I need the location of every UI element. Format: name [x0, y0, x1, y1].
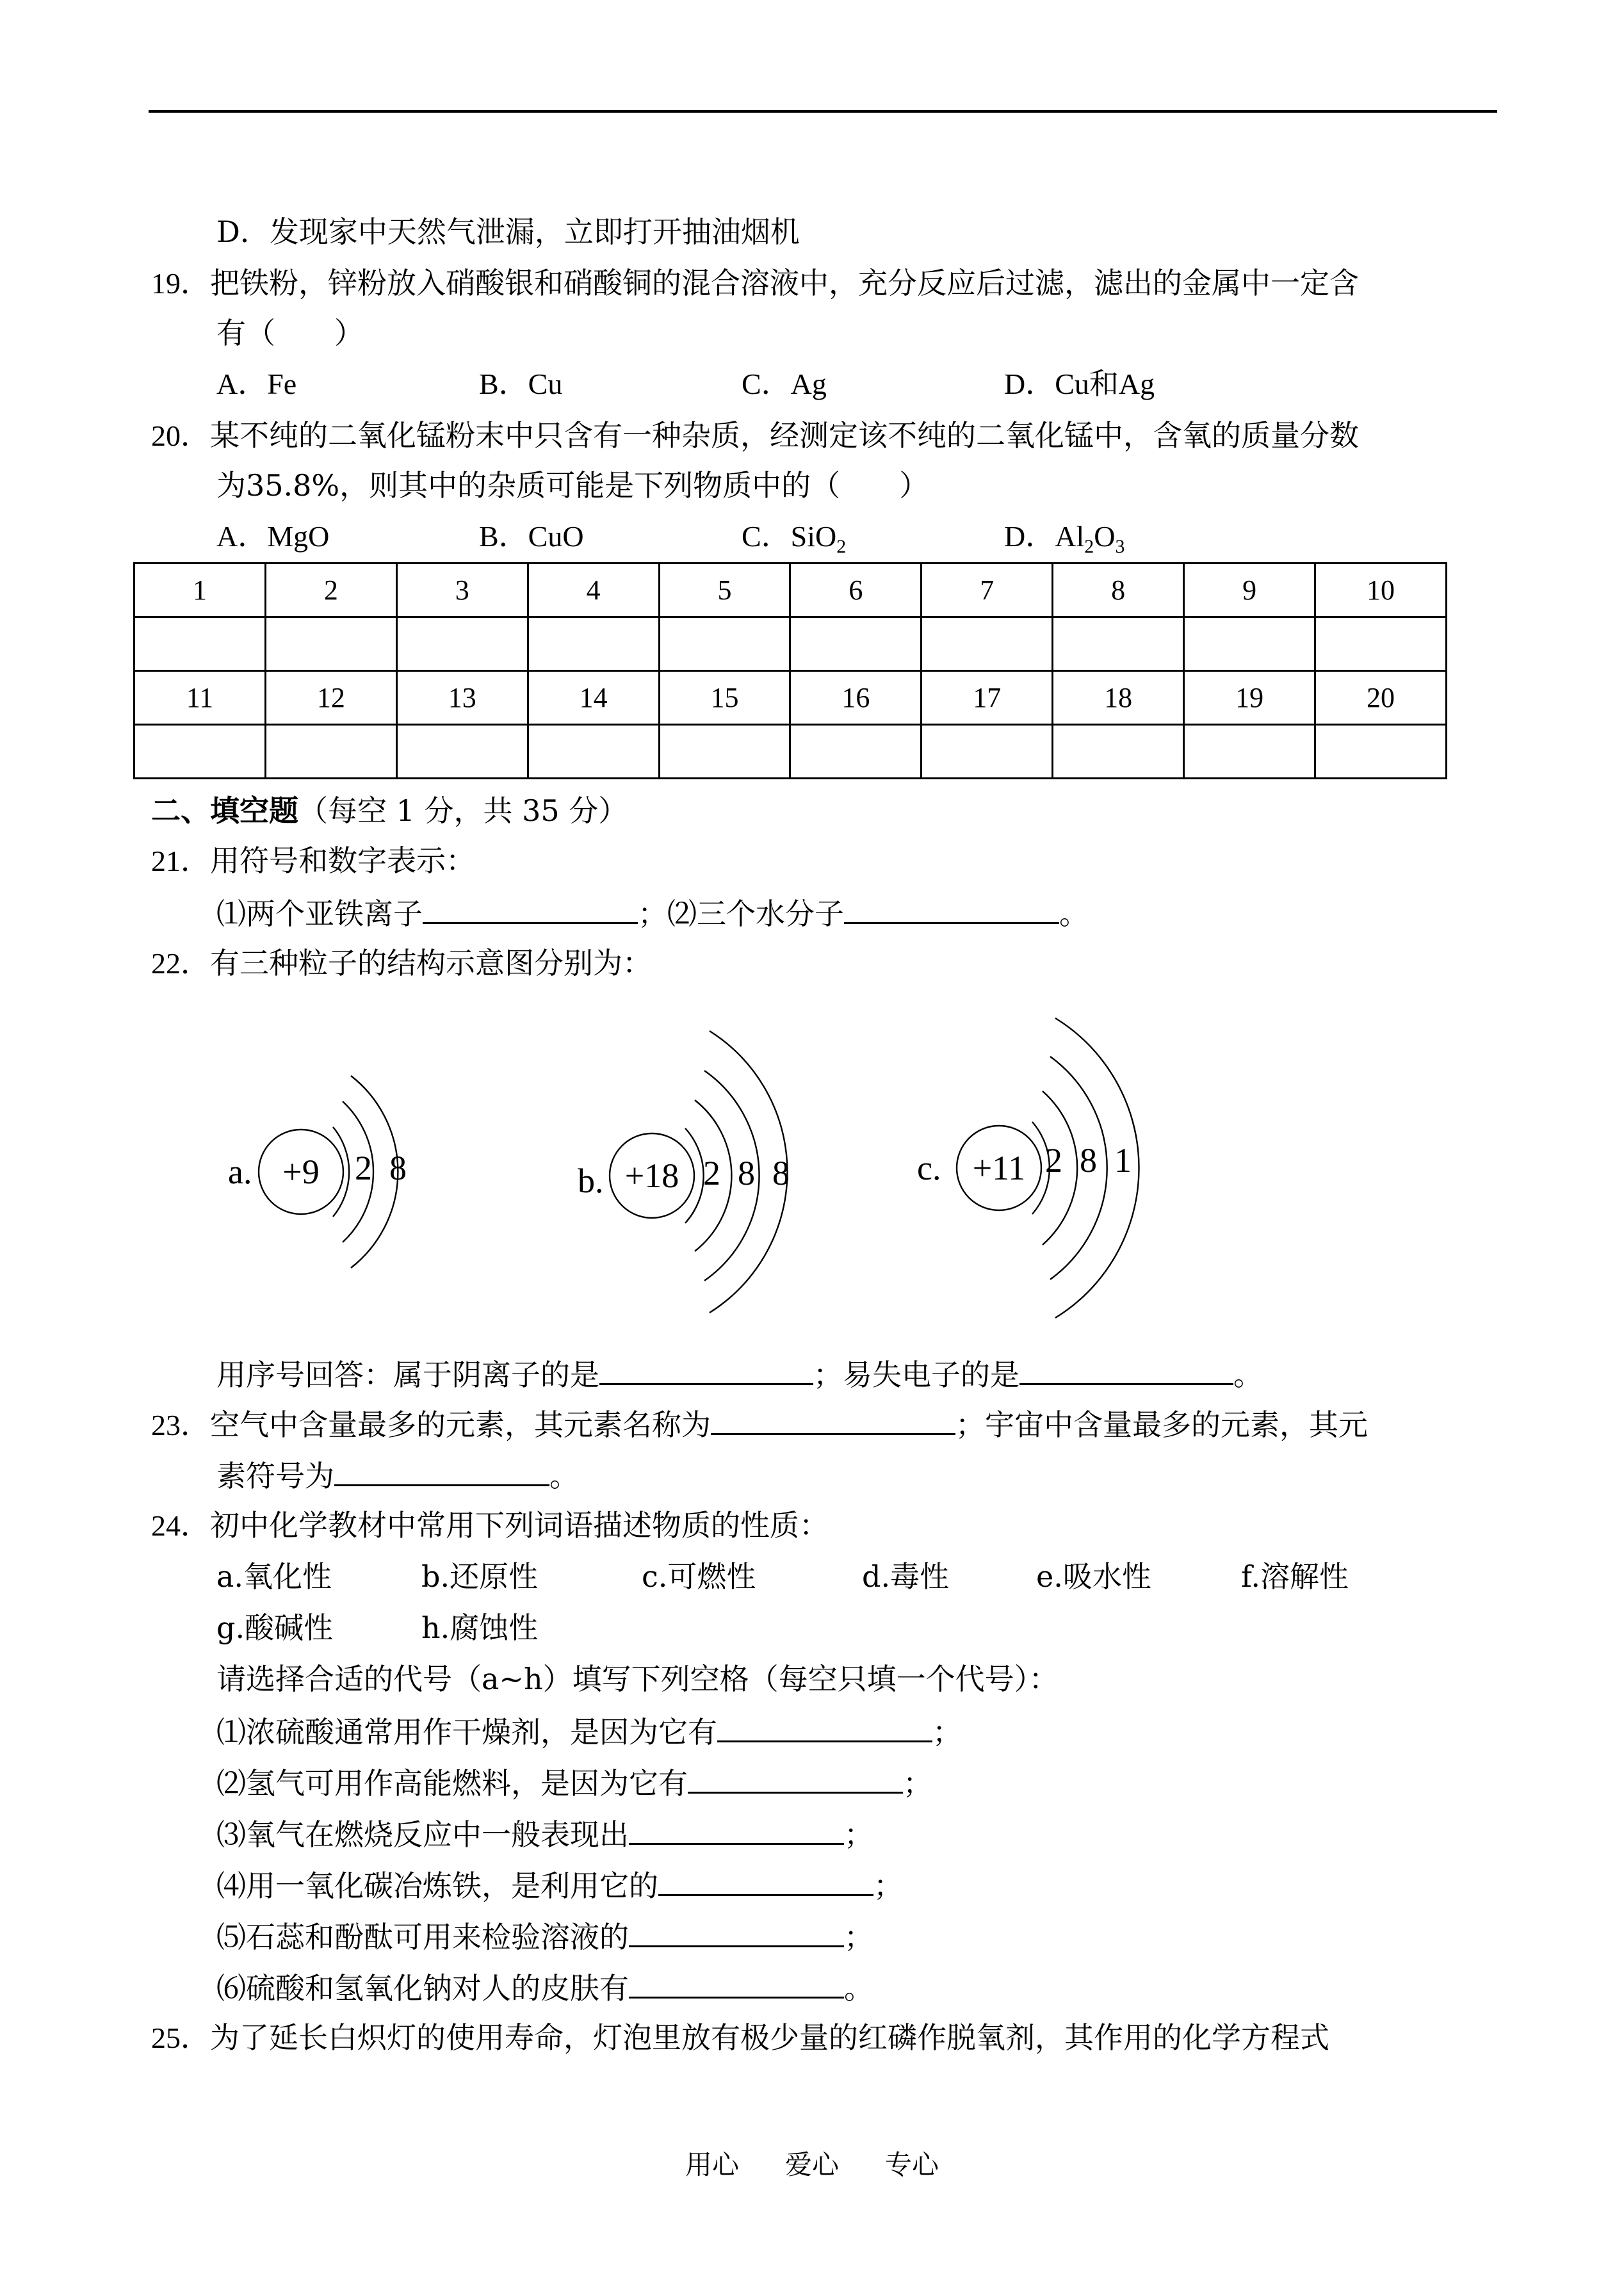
answer-table-header-row [134, 564, 1447, 617]
fill-blank[interactable] [688, 1762, 903, 1794]
q23-stem: 23．空气中含量最多的元素，其元素名称为 ；宇宙中含量最多的元素，其元 [151, 1404, 1368, 1445]
q24-item: ⑴浓硫酸通常用作干燥剂，是因为它有 ； [216, 1711, 962, 1751]
property-option: h.腐蚀性 [421, 1610, 539, 1645]
q19-option-c: C．Ag [742, 368, 827, 400]
q20-option-d: D．$Al_2O_3$ [1004, 520, 1125, 558]
table-cell: 20 [1315, 671, 1447, 725]
q23-stem-line2: 素符号为 。 [216, 1455, 579, 1495]
q19-option-a: A．Fe [216, 368, 297, 400]
fill-blank[interactable] [629, 1813, 844, 1845]
fill-blank[interactable] [334, 1455, 549, 1486]
q22-stem: 22．有三种粒子的结构示意图分别为： [151, 944, 652, 983]
table-cell: 4 [528, 564, 659, 617]
q18-option-d: D．发现家中天然气泄漏，立即打开抽油烟机 [216, 215, 800, 249]
nucleus-charge: +11 [972, 1149, 1026, 1187]
table-cell: 15 [659, 671, 790, 725]
q25-stem: 25．为了延长白炽灯的使用寿命，灯泡里放有极少量的红磷作脱氧剂，其作用的化学方程式 [151, 2018, 1329, 2057]
table-cell: 11 [134, 671, 266, 725]
answer-cell[interactable] [265, 617, 396, 671]
atom-label: a. [228, 1153, 252, 1191]
answer-table-blank-row [134, 617, 1447, 671]
q19-stem-line1: 把铁粉，锌粉放入硝酸银和硝酸铜的混合溶液中，充分反应后过滤，滤出的金属中一定含 [210, 266, 1359, 300]
property-option: g.酸碱性 [216, 1610, 334, 1645]
atom-label: b. [578, 1162, 604, 1200]
question-number: 21． [151, 845, 210, 877]
answer-cell[interactable] [528, 725, 659, 779]
table-cell: 6 [790, 564, 922, 617]
answer-cell[interactable] [396, 725, 528, 779]
table-cell: 1 [134, 564, 266, 617]
q21-parts: ⑴两个亚铁离子 ；⑵三个水分子 。 [216, 893, 1089, 933]
atom-label: c. [917, 1149, 941, 1187]
question-number: 25． [151, 2022, 210, 2054]
q20-option-b: B．CuO [479, 520, 584, 553]
answer-cell[interactable] [1315, 725, 1447, 779]
table-cell: 19 [1184, 671, 1315, 725]
table-cell: 5 [659, 564, 790, 617]
q19-option-b: B．Cu [479, 368, 563, 400]
q20-option-a: A．MgO [216, 520, 330, 553]
answer-cell[interactable] [134, 617, 266, 671]
table-cell: 10 [1315, 564, 1447, 617]
fill-blank[interactable] [629, 1967, 844, 1999]
fill-blank[interactable] [711, 1404, 955, 1435]
q24-item: ⑷用一氧化碳冶炼铁，是利用它的 ； [216, 1865, 903, 1905]
fill-blank[interactable] [717, 1711, 932, 1742]
property-option: a.氧化性 [216, 1559, 332, 1594]
electron-counts: 2 8 8 [703, 1154, 790, 1192]
table-cell: 16 [790, 671, 922, 725]
answer-cell[interactable] [528, 617, 659, 671]
answer-cell[interactable] [396, 617, 528, 671]
property-option: e.吸水性 [1036, 1559, 1151, 1594]
table-cell: 18 [1053, 671, 1184, 725]
electron-counts: 2 8 [355, 1149, 407, 1187]
property-option: d.毒性 [862, 1559, 950, 1594]
q20-option-c: C．SiO$_2$ [742, 520, 847, 558]
answer-cell[interactable] [1053, 725, 1184, 779]
answer-cell[interactable] [659, 617, 790, 671]
nucleus-charge: +18 [624, 1156, 679, 1195]
answer-table [133, 562, 1447, 779]
q24-item: ⑸石蕊和酚酞可用来检验溶液的 ； [216, 1916, 873, 1956]
property-option: b.还原性 [421, 1559, 539, 1594]
fill-blank[interactable] [844, 893, 1059, 924]
footer-text: 专心 [885, 2149, 939, 2180]
q24-stem: 24．初中化学教材中常用下列词语描述物质的性质： [151, 1506, 829, 1545]
table-cell: 7 [922, 564, 1053, 617]
fill-blank[interactable] [423, 893, 638, 924]
electron-counts: 2 8 1 [1045, 1141, 1132, 1180]
table-cell: 12 [265, 671, 396, 725]
q19-stem [151, 264, 1359, 303]
question-number: 24． [151, 1509, 210, 1542]
q19-option-d: D．Cu和Ag [1004, 368, 1155, 400]
table-cell: 8 [1053, 564, 1184, 617]
section-title: 二、填空题 [151, 793, 298, 828]
fill-blank[interactable] [599, 1354, 813, 1385]
electron-shell-arc [333, 1127, 349, 1217]
answer-cell[interactable] [1184, 617, 1315, 671]
header-rule [149, 110, 1497, 113]
section-note: （每空 1 分，共 35 分） [298, 793, 628, 828]
property-option: f.溶解性 [1241, 1559, 1349, 1594]
table-cell: 17 [922, 671, 1053, 725]
q22-answer: 用序号回答：属于阴离子的是 ；易失电子的是 。 [216, 1354, 1263, 1394]
answer-table-header-row [134, 671, 1447, 725]
q20-stem [151, 416, 1359, 455]
question-number: 20． [151, 419, 210, 452]
q20-stem-line1: 某不纯的二氧化锰粉末中只含有一种杂质，经测定该不纯的二氧化锰中，含氧的质量分数 [210, 418, 1359, 453]
question-number: 23． [151, 1409, 210, 1441]
q24-instruction: 请选择合适的代号（a~h）填写下列空格（每空只填一个代号）： [216, 1662, 1059, 1696]
q20-stem-line2: 为35.8%，则其中的杂质可能是下列物质中的（ ） [216, 468, 929, 503]
answer-cell[interactable] [265, 725, 396, 779]
q19-stem-line2: 有（ ） [216, 316, 364, 350]
q24-item: ⑹硫酸和氢氧化钠对人的皮肤有 。 [216, 1967, 873, 2007]
table-cell: 13 [396, 671, 528, 725]
table-cell: 2 [265, 564, 396, 617]
table-cell: 14 [528, 671, 659, 725]
answer-cell[interactable] [1315, 617, 1447, 671]
answer-cell[interactable] [922, 617, 1053, 671]
fill-blank[interactable] [658, 1865, 873, 1896]
q24-item: ⑶氧气在燃烧反应中一般表现出 ； [216, 1813, 873, 1854]
answer-cell[interactable] [922, 725, 1053, 779]
property-option: c.可燃性 [642, 1559, 756, 1594]
footer-text: 用心 [685, 2149, 739, 2180]
answer-cell[interactable] [790, 617, 922, 671]
question-number: 22． [151, 947, 210, 980]
table-cell: 9 [1184, 564, 1315, 617]
answer-cell[interactable] [1053, 617, 1184, 671]
question-number: 19． [151, 267, 210, 300]
answer-cell[interactable] [659, 725, 790, 779]
q24-item: ⑵氢气可用作高能燃料，是因为它有 ； [216, 1762, 932, 1803]
page-footer [0, 2144, 1624, 2182]
q21-stem: 21．用符号和数字表示： [151, 841, 475, 880]
section-heading [151, 791, 628, 830]
answer-cell[interactable] [790, 725, 922, 779]
nucleus-charge: +9 [282, 1153, 320, 1191]
answer-table-blank-row [134, 725, 1447, 779]
fill-blank[interactable] [629, 1916, 844, 1947]
footer-text: 爱心 [784, 2149, 839, 2180]
atom-structure-diagrams [0, 1012, 1624, 1319]
answer-cell[interactable] [134, 725, 266, 779]
table-cell: 3 [396, 564, 528, 617]
answer-cell[interactable] [1184, 725, 1315, 779]
fill-blank[interactable] [1019, 1354, 1233, 1385]
